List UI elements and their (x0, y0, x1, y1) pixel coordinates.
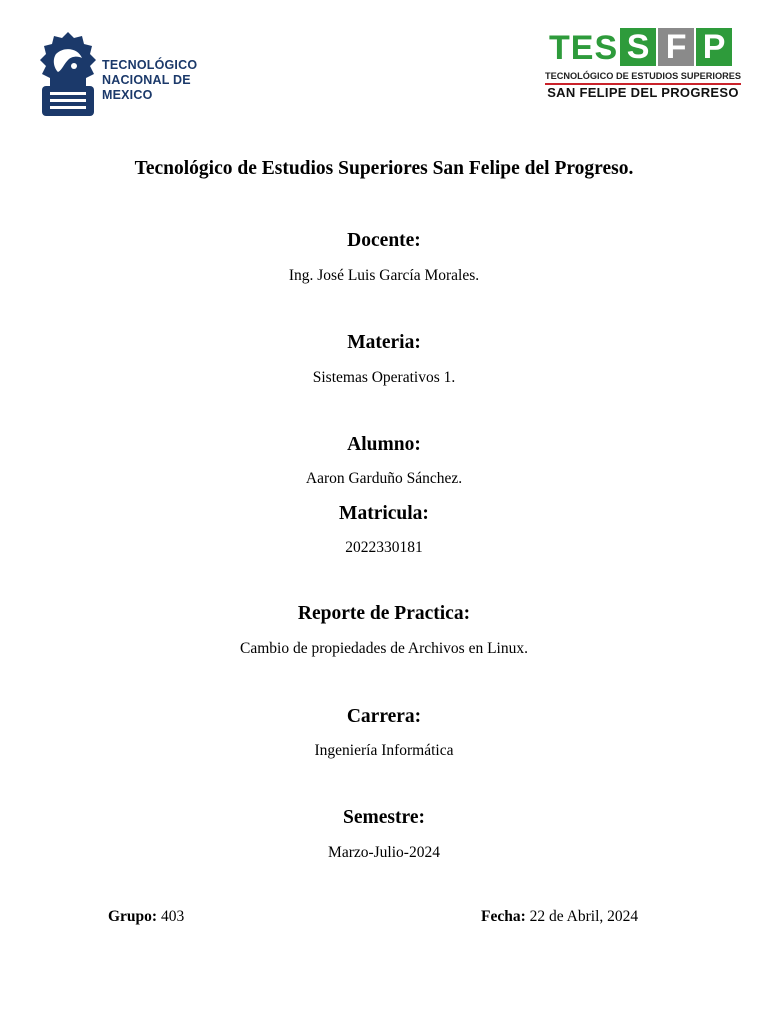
semestre-label: Semestre: (343, 807, 425, 828)
alumno-label: Alumno: (347, 434, 421, 455)
tecnm-line2: NACIONAL DE MEXICO (102, 73, 191, 102)
tessfp-subtitle: TECNOLÓGICO DE ESTUDIOS SUPERIORES (545, 71, 742, 81)
p-box: P (696, 28, 732, 66)
tessfp-wordmark (549, 24, 732, 66)
matricula-label: Matricula: (339, 503, 429, 524)
tecnm-emblem-icon (38, 30, 98, 120)
docente-value: Ing. José Luis García Morales. (288, 267, 480, 284)
carrera-label: Carrera: (346, 706, 422, 727)
s-box: S (620, 28, 656, 66)
reporte-label: Reporte de Practica: (297, 603, 471, 624)
institution-title: Tecnológico de Estudios Superiores San Felipe del Progreso. (134, 158, 634, 179)
grupo-label: Grupo: (108, 908, 158, 925)
tessfp-logo (545, 24, 745, 104)
reporte-value: Cambio de propiedades de Archivos en Linux. (240, 640, 528, 657)
materia-label: Materia: (347, 332, 421, 353)
grupo-value: 403 (157, 908, 185, 925)
docente-label: Docente: (347, 230, 421, 251)
tecnm-logo (38, 30, 238, 120)
matricula-value: 2022330181 (345, 539, 423, 556)
tessfp-campus: SAN FELIPE DEL PROGRESO (547, 85, 739, 100)
carrera-value: Ingeniería Informática (314, 742, 454, 759)
materia-value: Sistemas Operativos 1. (312, 369, 456, 386)
tecnm-wordmark (102, 58, 238, 103)
fecha-label: Fecha: (481, 908, 526, 925)
tes-letters: TES (549, 29, 619, 67)
alumno-value: Aaron Garduño Sánchez. (305, 470, 463, 487)
fecha-value: 22 de Abril, 2024 (525, 908, 639, 925)
grupo-field (108, 908, 184, 926)
semestre-value: Marzo-Julio-2024 (328, 844, 440, 861)
fecha-field (481, 908, 638, 926)
tecnm-line1: TECNOLÓGICO (102, 58, 198, 72)
f-box: F (658, 28, 694, 66)
